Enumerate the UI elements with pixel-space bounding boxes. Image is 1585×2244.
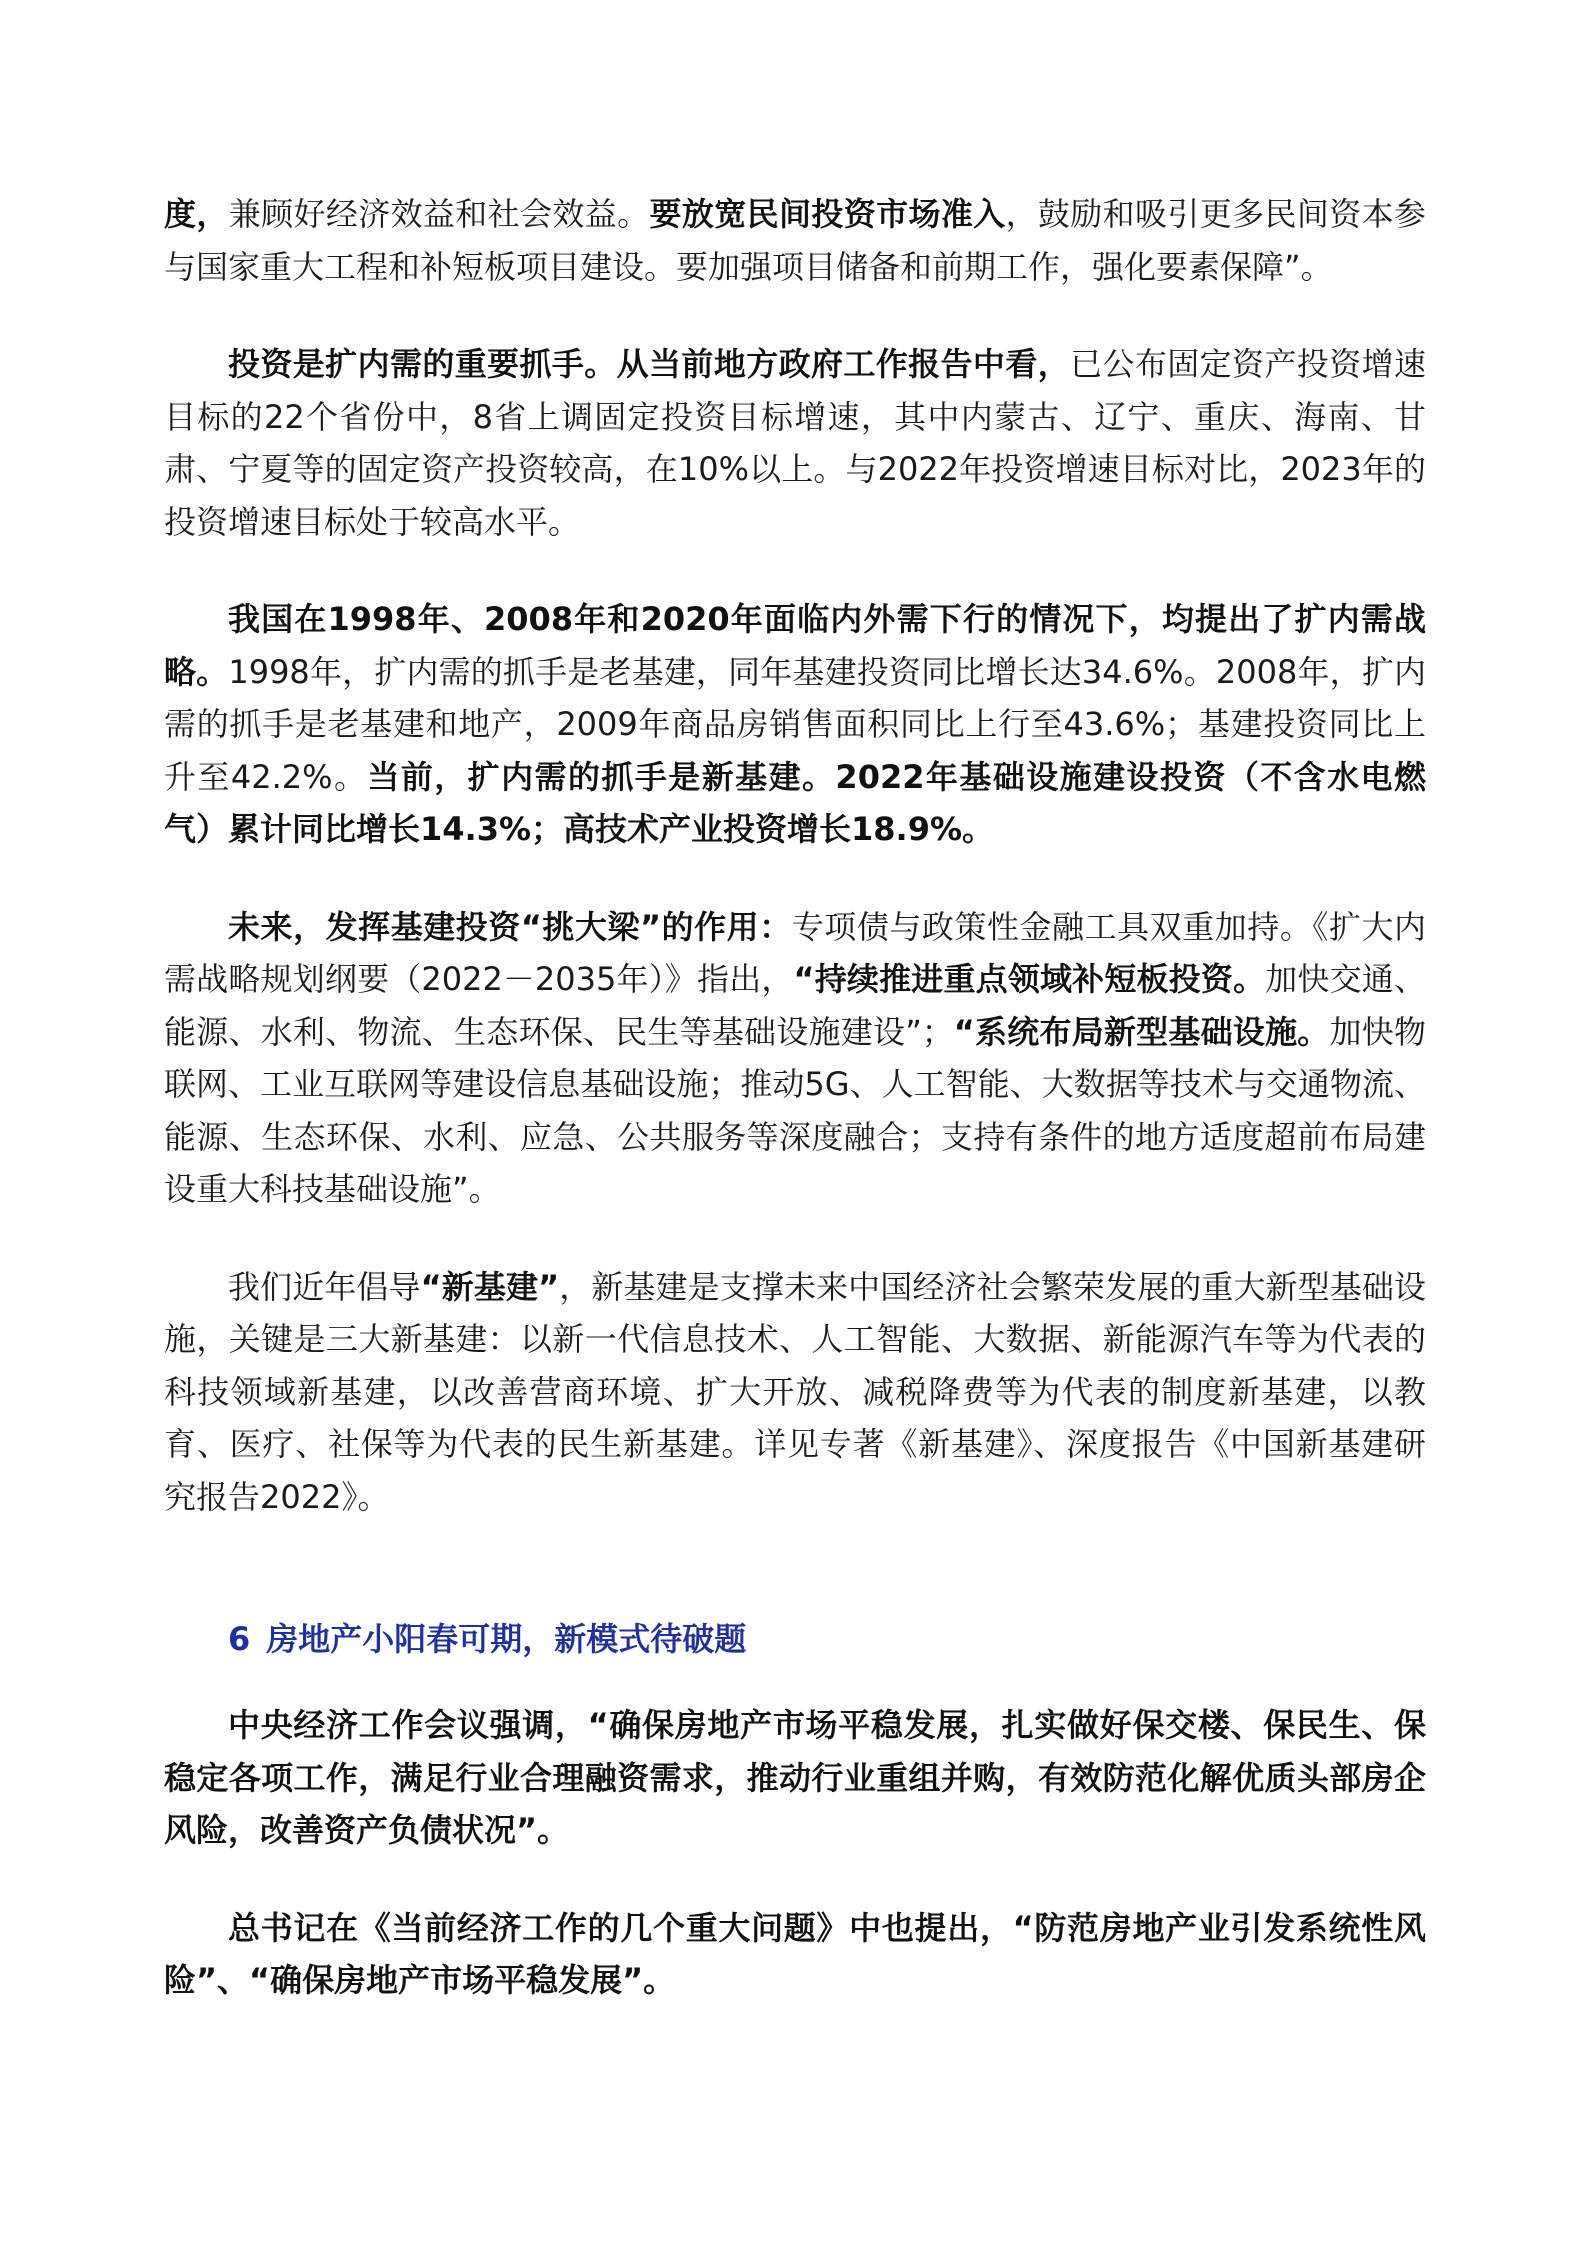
paragraph-gap [164,548,1426,593]
paragraph-domestic-demand-history [164,593,1426,856]
section-title: 房地产小阳春可期，新模式待破题 [266,1620,747,1658]
paragraph-gap [164,1857,1426,1902]
body-text: 已公布固定资产投资增速目标的22个省份中，8省上调固定投资目标增速，其中内蒙古、辽宁、重庆、海南、甘肃、宁夏等的固定资产投资较高，在10%以上。与2022年投资增速目标对比，2023年的投资增速目标处于较高水平。 [164,345,1426,541]
bold-text: 我国在1998年、2008年和2020年面临内外需下行的情况下，均提出了扩内需战略。 [164,600,1426,691]
bold-text: “系统布局新型基础设施。 [953,1012,1330,1051]
paragraph-investment-grip [164,338,1426,548]
body-text: 加快交通、能源、水利、物流、生态环保、民生等基础设施建设”； [164,960,1426,1051]
paragraph-real-estate-risk [164,1902,1426,2007]
bold-text: 投资是扩内需的重要抓手。从当前地方政府工作报告中看， [228,345,1071,383]
paragraph-gap [164,1216,1426,1261]
paragraph-real-estate-policy [164,1699,1426,1857]
section-number: 6 [228,1620,251,1658]
bold-text: 未来，发挥基建投资“挑大梁”的作用： [228,907,792,946]
paragraph-gap [164,293,1426,338]
body-text: 兼顾好经济效益和社会效益。 [228,195,650,233]
bold-text: “新基建” [420,1267,560,1306]
body-text: 1998年，扩内需的抓手是老基建，同年基建投资同比增长达34.6%。2008年，扩内需的抓手是老基建和地产，2009年商品房销售面积同比上行至43.6%；基建投资同比上升至42.2%。 [164,652,1426,796]
bold-text: 要放宽民间投资市场准入 [649,195,1006,233]
body-text: 加快物联网、工业互联网等建设信息基础设施；推动5G、人工智能、大数据等技术与交通物流、能源、生态环保、水利、应急、公共服务等深度融合；支持有条件的地方适度超前布局建设重大科技基础设施”。 [164,1012,1426,1208]
body-text: 专项债与政策性金融工具双重加持。《扩大内需战略规划纲要（2022－2035年）》指出， [164,907,1426,998]
document-page [164,188,1426,2007]
paragraph-gap [164,856,1426,901]
paragraph-gap [164,1665,1426,1699]
bold-text: 当前，扩内需的抓手是新基建。2022年基础设施建设投资（不含水电燃气）累计同比增长14.3%；高技术产业投资增长18.9%。 [164,757,1426,848]
paragraph-new-infrastructure [164,1261,1426,1524]
section-gap [164,1568,1426,1613]
body-text: ，鼓励和吸引更多民间资本参与国家重大工程和补短板项目建设。要加强项目储备和前期工作，强化要素保障”。 [164,195,1426,286]
bold-text: 度， [164,195,229,233]
paragraph-infrastructure-future [164,901,1426,1216]
paragraph-gap [164,1523,1426,1568]
body-text: 我们近年倡导 [228,1267,421,1306]
section-heading [164,1613,1426,1665]
bold-text: “持续推进重点领域补短板投资。 [793,960,1266,998]
paragraph-investment-policy [164,188,1426,293]
bold-text: 总书记在《当前经济工作的几个重大问题》中也提出，“防范房地产业引发系统性风险”、“确保房地产市场平稳发展”。 [164,1908,1426,1999]
bold-text: 中央经济工作会议强调，“确保房地产市场平稳发展，扎实做好保交楼、保民生、保稳定各项工作，满足行业合理融资需求，推动行业重组并购，有效防范化解优质头部房企风险，改善资产负债状况”。 [164,1706,1426,1849]
body-text: ，新基建是支撑未来中国经济社会繁荣发展的重大新型基础设施，关键是三大新基建：以新一代信息技术、人工智能、大数据、新能源汽车等为代表的科技领域新基建，以改善营商环境、扩大开放、减税降费等为代表的制度新基建，以教育、医疗、社保等为代表的民生新基建。详见专著《新基建》、深度报告《中国新基建研究报告2022》。 [164,1267,1426,1516]
